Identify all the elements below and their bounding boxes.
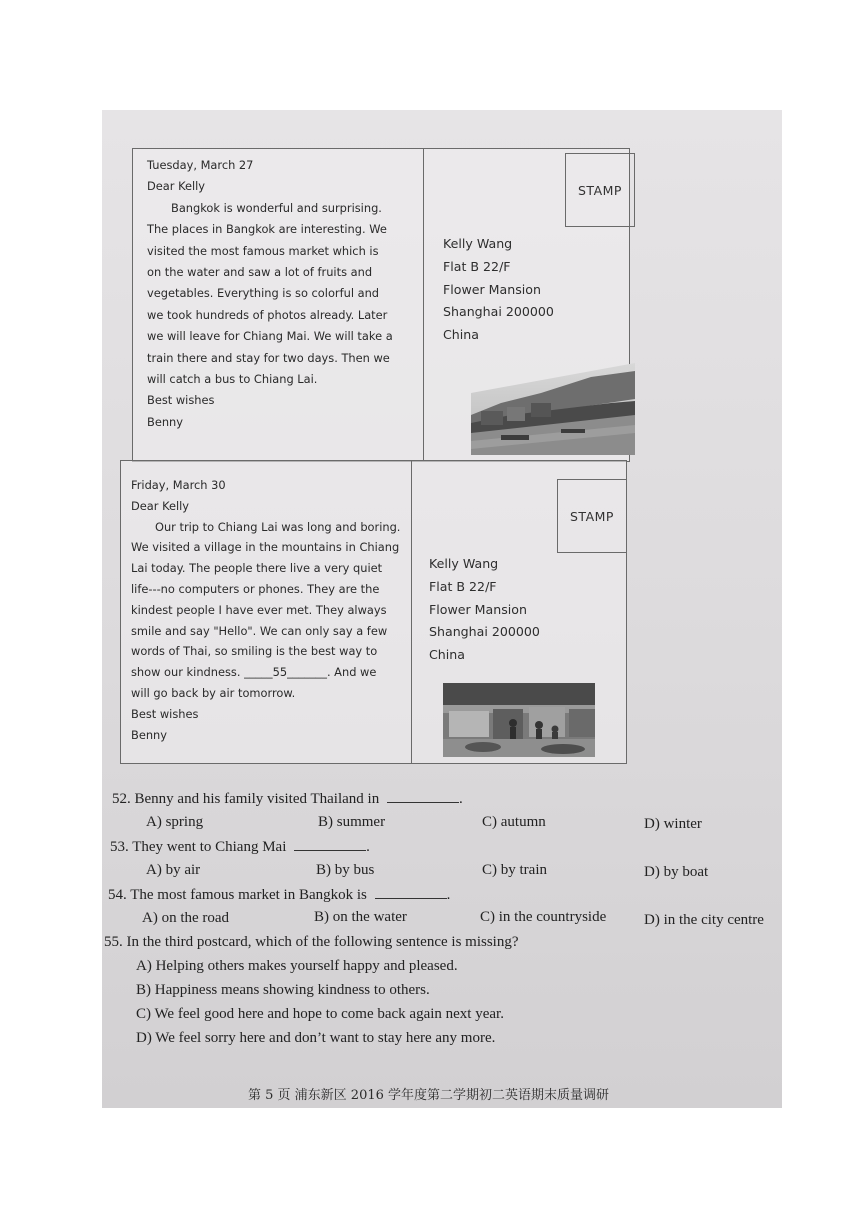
address-line: Flat B 22/F [429,578,497,594]
address-line: Flower Mansion [429,601,527,617]
question-54 [108,886,450,904]
option-c[interactable]: C) in the countryside [480,909,607,925]
option-b[interactable]: B) on the water [314,909,407,925]
letter-line: smile and say "Hello". We can only say a few [131,623,388,638]
stamp-box: STAMP [565,153,635,227]
address-line: China [443,327,479,343]
question-number: 52. [112,791,131,807]
stamp-box: STAMP [557,479,627,553]
question-52 [112,790,463,808]
question-end: . [446,887,451,903]
letter-closing: Best wishes [131,706,199,721]
question-53 [110,838,370,856]
option-d[interactable]: D) in the city centre [644,912,764,928]
recipient-address [443,233,554,347]
postcard-message [131,475,401,745]
option-d[interactable]: D) winter [644,816,702,832]
letter-line: visited the most famous market which is [147,243,379,258]
address-line: Kelly Wang [429,556,499,571]
address-line: Shanghai 200000 [443,304,554,320]
letter-line: Our trip to Chiang Lai was long and boring. [155,519,401,534]
letter-date: Friday, March 30 [131,478,226,492]
question-stem: The most famous market in Bangkok is [130,887,367,903]
letter-signature: Benny [147,414,184,429]
question-stem: Benny and his family visited Thailand in [134,791,380,807]
address-line: Flower Mansion [443,281,541,297]
answer-blank[interactable] [375,886,447,899]
question-end: . [366,839,370,855]
letter-line: on the water and saw a lot of fruits and [147,265,373,280]
letter-line: show our kindness. _____55_______. And we [131,665,377,680]
option-a[interactable]: A) on the road [142,910,230,926]
letter-line: train there and stay for two days. Then we [147,350,390,365]
question-stem: They went to Chiang Mai [132,839,287,855]
option-c[interactable]: C) autumn [482,814,546,830]
letter-line: Bangkok is wonderful and surprising. [171,200,382,215]
address-line: Shanghai 200000 [429,624,540,640]
option-c[interactable]: C) We feel good here and hope to come back again next year. [136,1006,504,1022]
page-footer: 第 5 页 浦东新区 2016 学年度第二学期初二英语期末质量调研 [248,1088,610,1103]
postcard-divider [423,149,424,461]
answer-blank[interactable] [294,838,366,851]
letter-line: kindest people I have ever met. They always [131,602,387,617]
floating-market-photo [471,363,635,455]
exam-page [102,110,782,1108]
option-b[interactable]: B) Happiness means showing kindness to others. [136,982,430,998]
question-end: . [458,791,463,807]
answer-blank[interactable] [387,790,459,803]
letter-line: will catch a bus to Chiang Lai. [147,372,318,387]
letter-date: Tuesday, March 27 [147,158,254,172]
letter-line: we took hundreds of photos already. Later [147,307,388,322]
letter-line: life---no computers or phones. They are the [131,581,380,596]
letter-line: will go back by air tomorrow. [131,685,296,700]
option-b[interactable]: B) summer [318,814,386,830]
recipient-address [429,553,540,667]
letter-line: Lai today. The people there live a very quiet [131,561,383,576]
postcard-divider [411,461,412,763]
postcard-message [147,155,409,433]
question-number: 54. [108,887,127,903]
option-b[interactable]: B) by bus [316,862,375,878]
letter-greeting: Dear Kelly [131,498,190,513]
letter-line: vegetables. Everything is so colorful and [147,286,380,301]
letter-line: words of Thai, so smiling is the best way to [131,644,378,659]
option-d[interactable]: D) by boat [644,864,709,880]
address-line: China [429,647,465,663]
letter-line: we will leave for Chiang Mai. We will take a [147,329,393,344]
address-line: Flat B 22/F [443,258,511,274]
letter-line: We visited a village in the mountains in Chiang [131,540,400,555]
letter-signature: Benny [131,727,168,742]
option-a[interactable]: A) spring [146,814,204,830]
postcard-bangkok [132,148,630,462]
question-number: 53. [110,839,129,855]
village-photo [443,683,595,757]
address-line: Kelly Wang [443,236,513,251]
option-a[interactable]: A) Helping others makes yourself happy and pleased. [136,958,458,974]
question-stem: In the third postcard, which of the following sentence is missing? [126,934,519,950]
postcard-chiang-lai [120,460,627,764]
option-a[interactable]: A) by air [146,862,201,878]
letter-line: The places in Bangkok are interesting. We [147,222,387,237]
letter-greeting: Dear Kelly [147,179,206,194]
question-55 [104,934,519,951]
question-number: 55. [104,934,123,950]
letter-closing: Best wishes [147,393,215,408]
option-d[interactable]: D) We feel sorry here and don’t want to stay here any more. [136,1030,496,1046]
option-c[interactable]: C) by train [482,862,547,878]
